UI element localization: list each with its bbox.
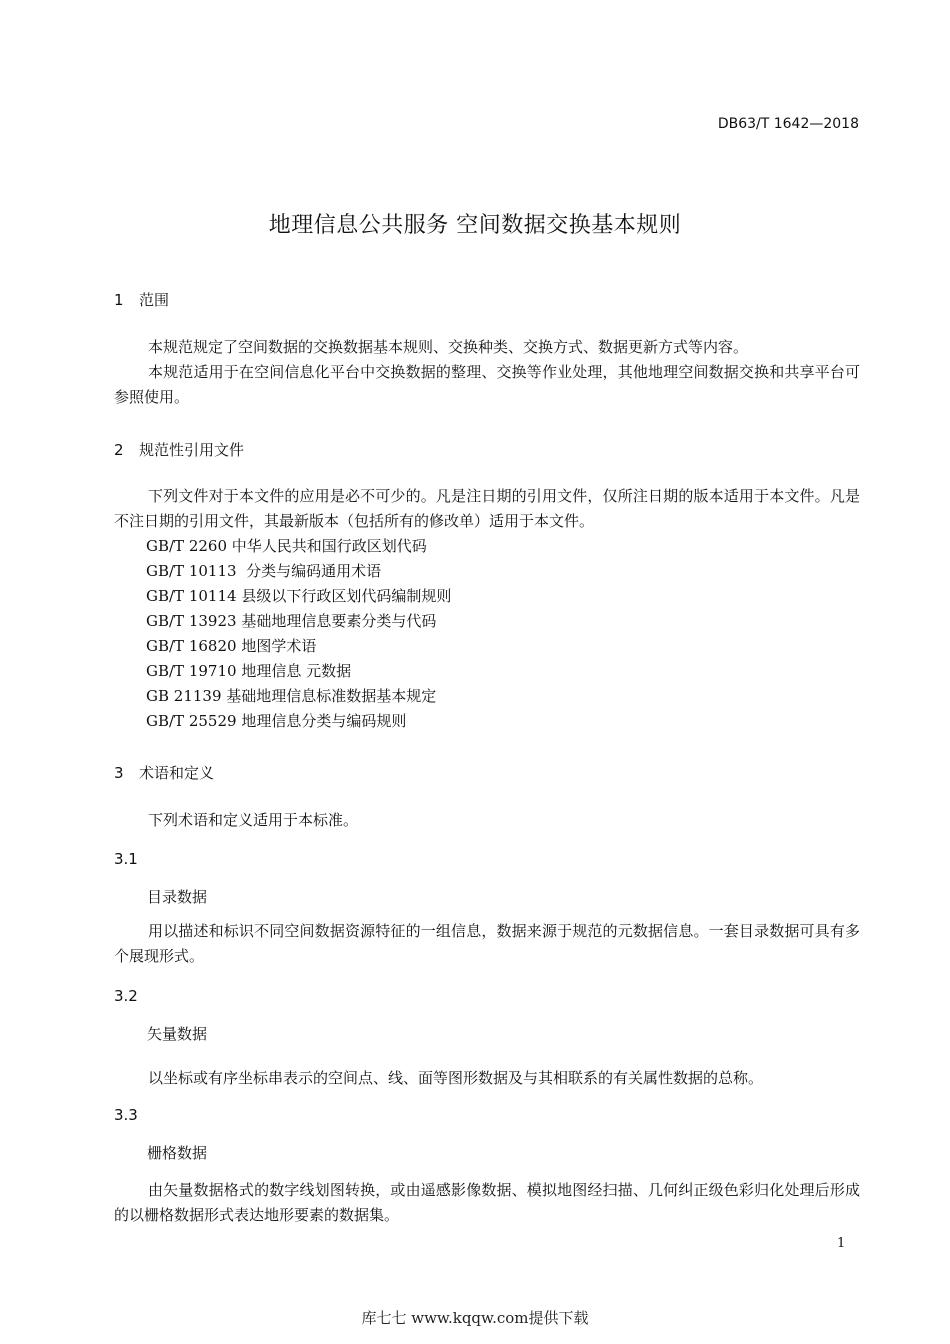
- reference-item: GB/T 19710 地理信息 元数据: [146, 662, 352, 680]
- page-number: 1: [837, 1236, 846, 1251]
- reference-item: GB/T 16820 地图学术语: [146, 637, 317, 655]
- term-heading: 目录数据: [147, 888, 208, 906]
- term-definition: 用以描述和标识不同空间数据资源特征的一组信息，数据来源于规范的元数据信息。一套目录数据可具有多个展现形式。: [114, 922, 860, 965]
- reference-item: GB 21139 基础地理信息标准数据基本规定: [146, 687, 437, 705]
- footer-source: 库七七 www.kqqw.com提供下载: [361, 1309, 589, 1327]
- section-number: 2: [114, 441, 124, 459]
- section-title: 规范性引用文件: [139, 441, 245, 459]
- paragraph: 本规范适用于在空间信息化平台中交换数据的整理、交换等作业处理，其他地理空间数据交换和共享平台可参照使用。: [114, 363, 860, 406]
- section-number: 1: [114, 291, 124, 309]
- section-heading-scope: [114, 289, 169, 310]
- reference-item: GB/T 25529 地理信息分类与编码规则: [146, 712, 407, 730]
- reference-item: GB/T 2260 中华人民共和国行政区划代码: [146, 537, 427, 555]
- section-heading-normative-references: [114, 439, 244, 460]
- section-title: 术语和定义: [139, 764, 215, 782]
- paragraph: 下列文件对于本文件的应用是必不可少的。凡是注日期的引用文件，仅所注日期的版本适用于本文件。凡是不注日期的引用文件，其最新版本（包括所有的修改单）适用于本文件。: [114, 487, 860, 530]
- reference-item: GB/T 10113 分类与编码通用术语: [146, 562, 382, 580]
- term-number: 3.3: [114, 1106, 138, 1124]
- paragraph: 下列术语和定义适用于本标准。: [148, 811, 359, 829]
- section-heading-terms: [114, 762, 214, 783]
- reference-item: GB/T 13923 基础地理信息要素分类与代码: [146, 612, 437, 630]
- term-definition: 以坐标或有序坐标串表示的空间点、线、面等图形数据及与其相联系的有关属性数据的总称。: [148, 1069, 764, 1087]
- term-definition: 由矢量数据格式的数字线划图转换，或由遥感影像数据、模拟地图经扫描、几何纠正级色彩归化处理后形成的以栅格数据形式表达地形要素的数据集。: [114, 1181, 860, 1224]
- section-title: 范围: [139, 291, 170, 309]
- document-code: DB63/T 1642—2018: [717, 116, 859, 132]
- section-number: 3: [114, 764, 124, 782]
- term-heading: 矢量数据: [147, 1025, 208, 1043]
- term-heading: 栅格数据: [147, 1144, 208, 1162]
- term-number: 3.2: [114, 987, 138, 1005]
- term-number: 3.1: [114, 850, 138, 868]
- reference-item: GB/T 10114 县级以下行政区划代码编制规则: [146, 587, 452, 605]
- paragraph: 本规范规定了空间数据的交换数据基本规则、交换种类、交换方式、数据更新方式等内容。: [148, 338, 749, 356]
- page-title: 地理信息公共服务 空间数据交换基本规则: [268, 213, 682, 238]
